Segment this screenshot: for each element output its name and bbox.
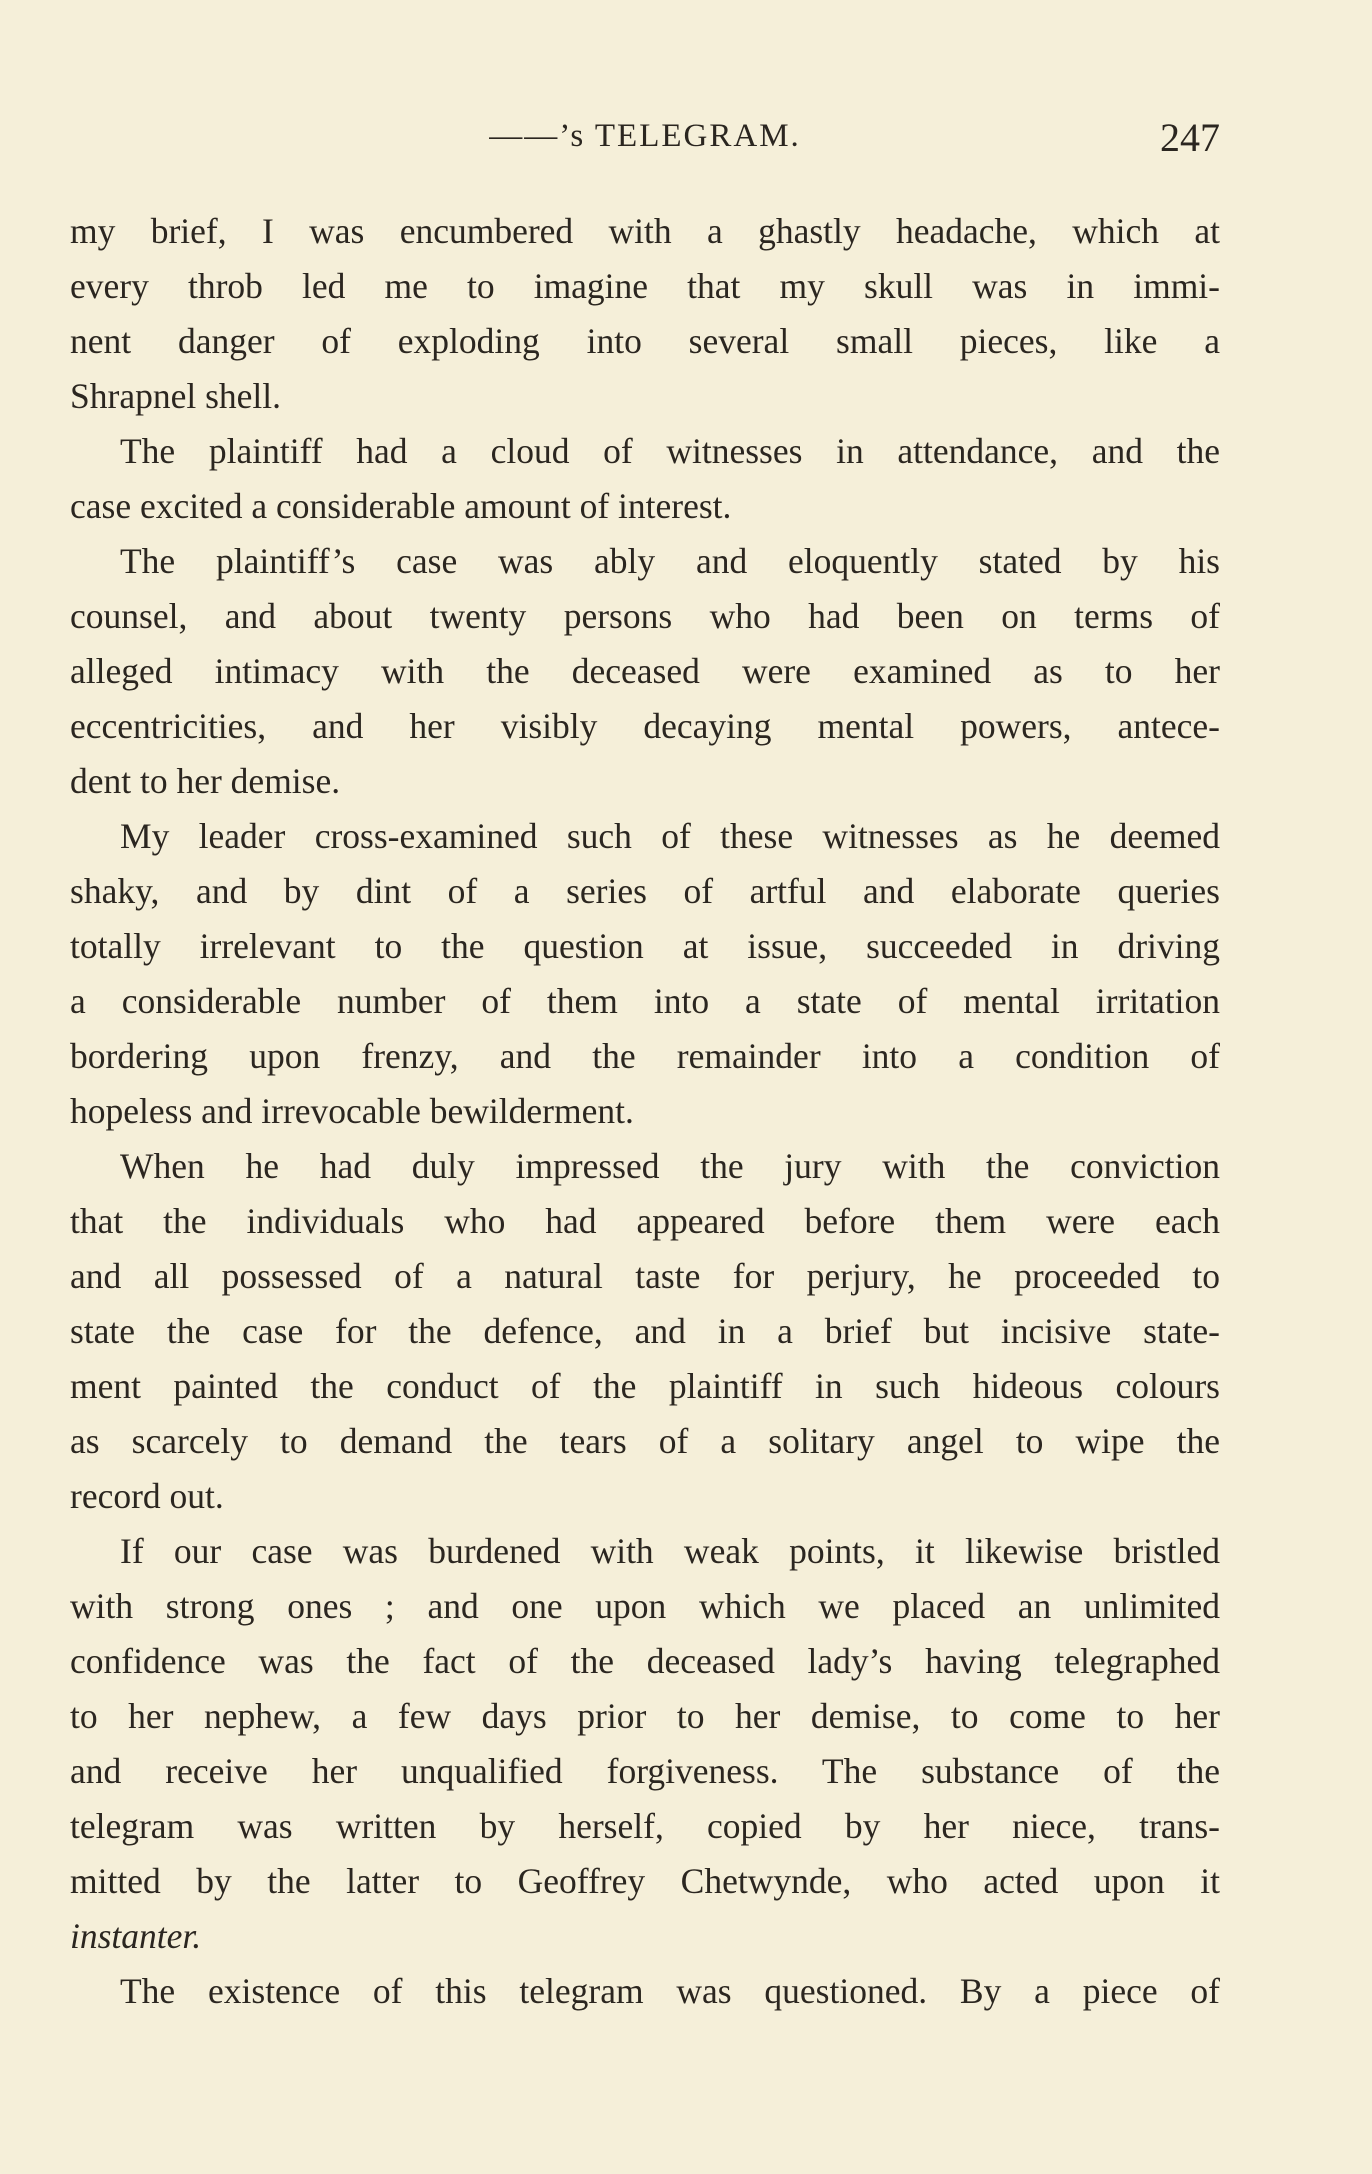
page-header bbox=[70, 115, 1220, 178]
paragraph bbox=[70, 534, 1220, 809]
text-line: hopeless and irrevocable bewilderment. bbox=[70, 1091, 634, 1131]
text-line: mitted by the latter to Geoffrey Chetwynde, who acted upon it bbox=[70, 1861, 1220, 1901]
body-text bbox=[70, 204, 1220, 2019]
paragraph bbox=[70, 1139, 1220, 1524]
text-line: ment painted the conduct of the plaintiff in such hideous colours bbox=[70, 1366, 1220, 1406]
text-line: alleged intimacy with the deceased were examined as to her bbox=[70, 651, 1220, 691]
text-line: counsel, and about twenty persons who had been on terms of bbox=[70, 596, 1220, 636]
text-line: case excited a considerable amount of interest. bbox=[70, 486, 732, 526]
paragraph bbox=[70, 204, 1220, 424]
text-line: My leader cross-examined such of these witnesses as he deemed bbox=[120, 816, 1220, 856]
text-line: When he had duly impressed the jury with the conviction bbox=[120, 1146, 1220, 1186]
text-line: The plaintiff’s case was ably and eloquently stated by his bbox=[120, 541, 1220, 581]
paragraph bbox=[70, 809, 1220, 1139]
text-line: dent to her demise. bbox=[70, 761, 341, 801]
text-line: and all possessed of a natural taste for perjury, he proceeded to bbox=[70, 1256, 1220, 1296]
text-line: record out. bbox=[70, 1476, 224, 1516]
text-line: as scarcely to demand the tears of a solitary angel to wipe the bbox=[70, 1421, 1220, 1461]
paragraph bbox=[70, 424, 1220, 534]
text-line: telegram was written by herself, copied by her niece, trans- bbox=[70, 1806, 1220, 1846]
text-line: that the individuals who had appeared before them were each bbox=[70, 1201, 1220, 1241]
page-number: 247 bbox=[1160, 115, 1220, 160]
text-line: eccentricities, and her visibly decaying mental powers, antece- bbox=[70, 706, 1220, 746]
text-line: The plaintiff had a cloud of witnesses in attendance, and the bbox=[120, 431, 1220, 471]
text-line: nent danger of exploding into several small pieces, like a bbox=[70, 321, 1220, 361]
text-line: totally irrelevant to the question at issue, succeeded in driving bbox=[70, 926, 1220, 966]
text-line: The existence of this telegram was questioned. By a piece of bbox=[120, 1971, 1220, 2011]
text-line: and receive her unqualified forgiveness. The substance of the bbox=[70, 1751, 1220, 1791]
text-line: shaky, and by dint of a series of artful and elaborate queries bbox=[70, 871, 1220, 911]
paragraph bbox=[70, 1964, 1220, 2019]
paragraph bbox=[70, 1524, 1220, 1964]
text-line: every throb led me to imagine that my skull was in immi- bbox=[70, 266, 1220, 306]
text-line: confidence was the fact of the deceased lady’s having telegraphed bbox=[70, 1641, 1220, 1681]
text-line: with strong ones ; and one upon which we placed an unlimited bbox=[70, 1586, 1220, 1626]
text-line: Shrapnel shell. bbox=[70, 376, 281, 416]
text-line: my brief, I was encumbered with a ghastly headache, which at bbox=[70, 211, 1220, 251]
text-line: state the case for the defence, and in a brief but incisive state- bbox=[70, 1311, 1220, 1351]
text-line: a considerable number of them into a state of mental irritation bbox=[70, 981, 1220, 1021]
text-line: instanter. bbox=[70, 1916, 202, 1956]
text-line: to her nephew, a few days prior to her demise, to come to her bbox=[70, 1696, 1220, 1736]
text-line: If our case was burdened with weak points, it likewise bristled bbox=[120, 1531, 1220, 1571]
text-line: bordering upon frenzy, and the remainder into a condition of bbox=[70, 1036, 1220, 1076]
running-title: ——’s TELEGRAM. bbox=[489, 118, 801, 154]
